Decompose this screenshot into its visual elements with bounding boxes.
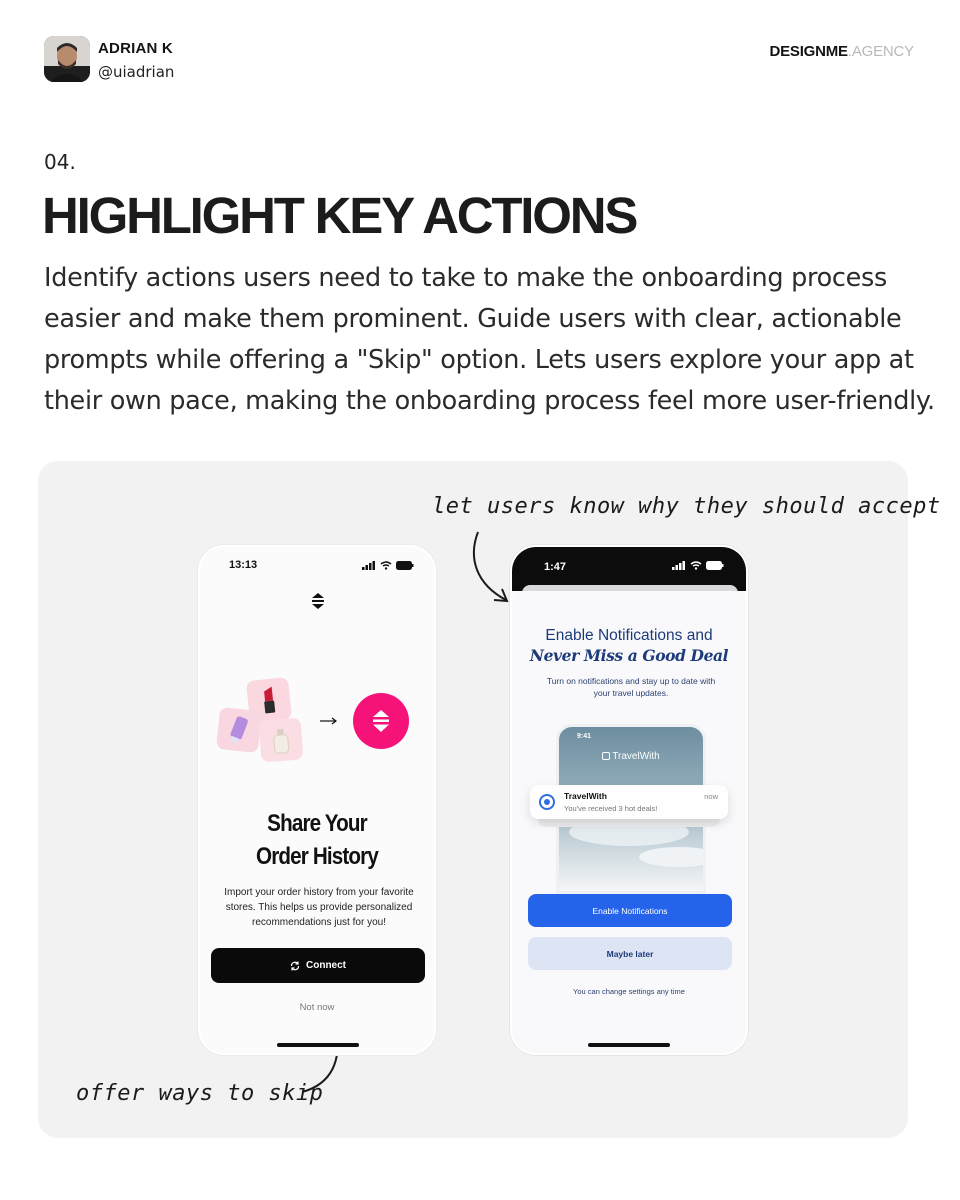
connect-button[interactable]: [211, 948, 425, 983]
annotation-skip: offer ways to skip: [76, 1081, 324, 1106]
status-time: 1:47: [544, 561, 567, 573]
mini-logo-text: TravelWith: [612, 751, 660, 762]
brand-logo: [769, 43, 914, 60]
battery-icon: [706, 561, 724, 570]
mini-app-logo: [559, 751, 703, 762]
arrow-right-icon: [320, 717, 338, 725]
brand-logo-icon: [372, 710, 390, 732]
notifications-description: Turn on notifications and stay up to date with your travel updates.: [546, 676, 716, 698]
notification-message: You've received 3 hot deals!: [564, 804, 658, 813]
status-icons: [362, 561, 414, 570]
travelwith-app-icon: [539, 794, 555, 810]
enable-notifications-button[interactable]: Enable Notifications: [528, 894, 732, 927]
settings-footnote: You can change settings any time: [573, 987, 685, 996]
annotation-accept-reason: let users know why they should accept: [432, 494, 941, 519]
home-indicator: [588, 1043, 670, 1047]
app-logo-icon: [311, 593, 325, 609]
home-indicator: [277, 1043, 359, 1047]
travelwith-logo-icon: [602, 752, 610, 760]
connect-label: Connect: [306, 960, 346, 971]
battery-icon: [396, 561, 414, 570]
order-history-description: Import your order history from your favorite stores. This helps us provide personalized recommendations just for you!: [224, 887, 414, 928]
heading-line-2: Never Miss a Good Deal: [529, 646, 729, 665]
notification-app-name: TravelWith: [564, 791, 607, 801]
annotation-arrow-top: [466, 528, 516, 608]
cream-tube-icon: [216, 707, 262, 753]
status-icons: [672, 561, 724, 570]
author-handle: @uiadrian: [98, 63, 175, 81]
brand-circle: [353, 693, 409, 749]
title-line-1: Share Your: [267, 810, 367, 837]
bottle-icon: [259, 718, 304, 763]
sync-icon: [290, 961, 300, 971]
author-name: ADRIAN K: [98, 40, 173, 57]
not-now-link[interactable]: Not now: [299, 1002, 335, 1013]
mini-status-time: 9:41: [577, 733, 592, 740]
wifi-icon: [690, 561, 702, 570]
phone-order-history: [198, 545, 436, 1055]
status-time: 13:13: [229, 559, 258, 571]
section-title: HIGHLIGHT KEY ACTIONS: [42, 187, 637, 244]
section-body: Identify actions users need to take to make the onboarding process easier and make them prominent. Guide users with clear, actionable prompts while offering a "Skip" option. Lets users explore your app at their own pace, making the onboarding process feel more user-friendly.: [44, 263, 935, 416]
wifi-icon: [380, 561, 392, 570]
brand-main: DESIGNME: [769, 43, 848, 60]
brand-suffix: .AGENCY: [847, 43, 914, 60]
maybe-later-button[interactable]: Maybe later: [528, 937, 732, 970]
product-tile-cream: [216, 707, 262, 753]
title-line-2: Order History: [256, 843, 378, 870]
notification-card[interactable]: [530, 785, 728, 819]
product-tile-bottle: [259, 718, 304, 763]
signal-icon: [672, 561, 686, 570]
phone-notifications: [510, 545, 748, 1055]
author-avatar: [44, 36, 90, 82]
section-number: 04.: [44, 150, 76, 174]
notification-time: now: [704, 792, 718, 801]
signal-icon: [362, 561, 376, 570]
heading-line-1: Enable Notifications and: [545, 627, 713, 644]
order-history-title: [216, 807, 417, 873]
